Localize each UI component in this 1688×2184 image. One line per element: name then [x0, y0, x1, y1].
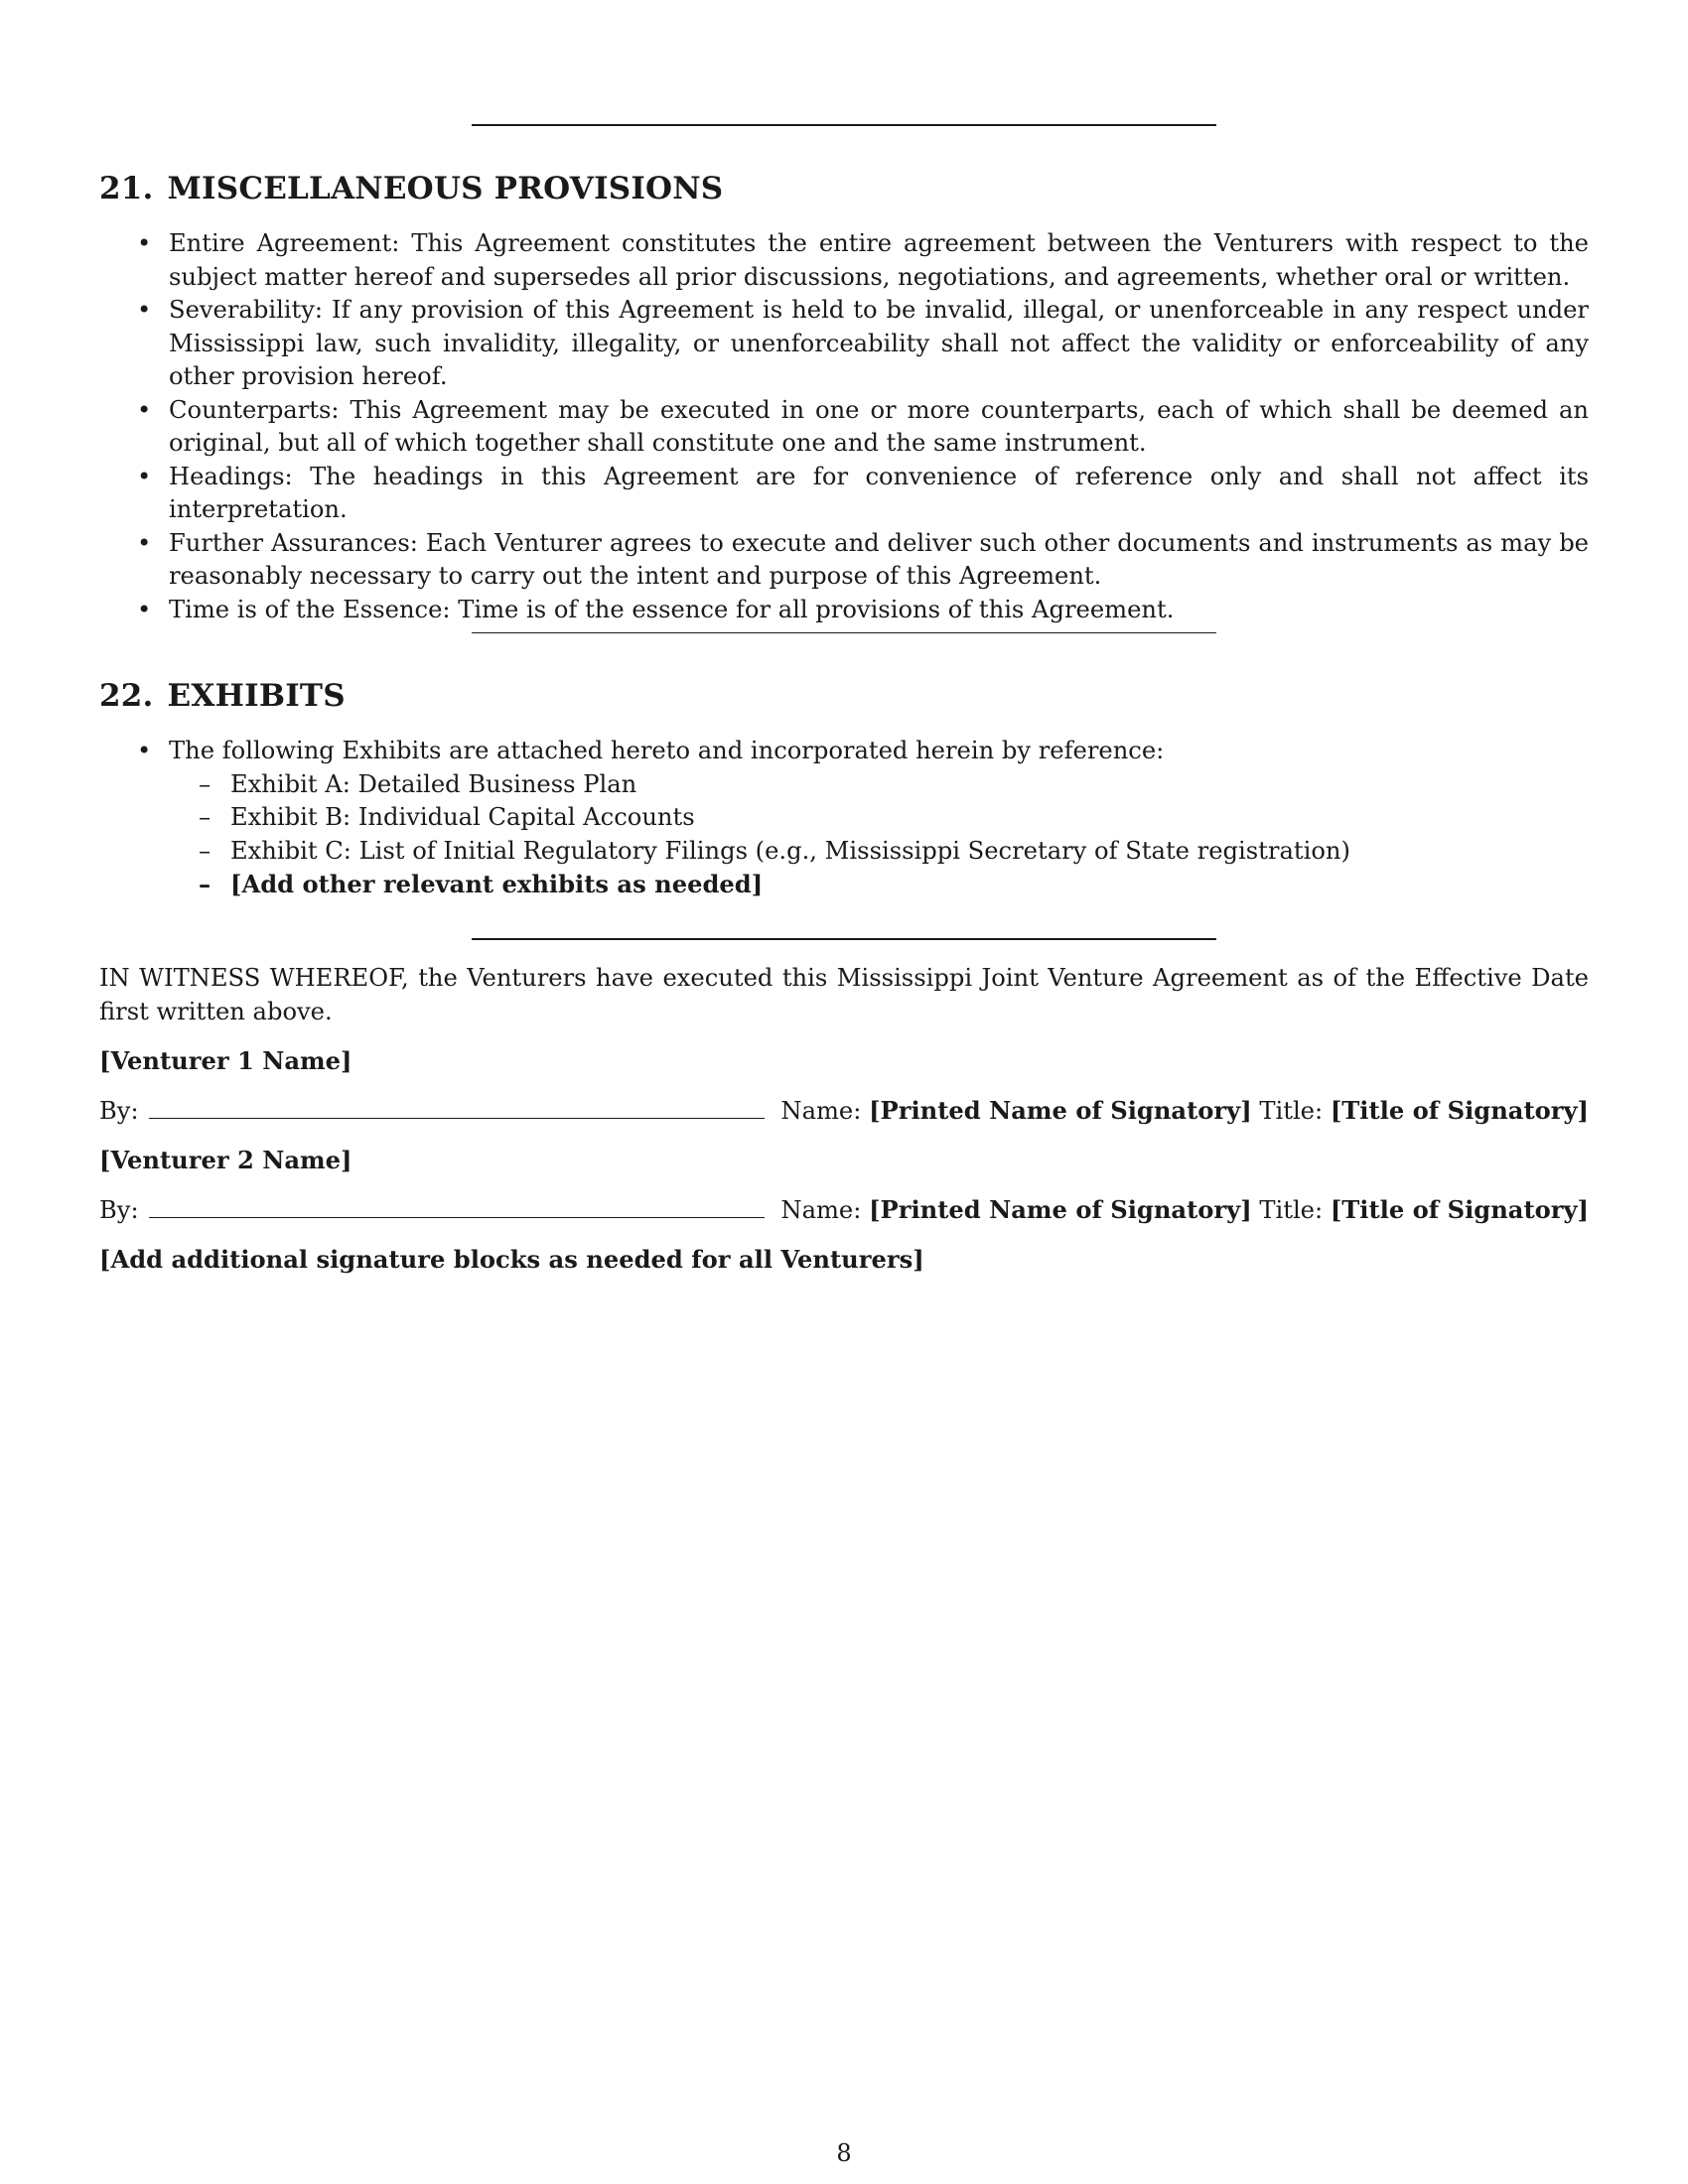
exhibit-item: – Exhibit A: Detailed Business Plan [169, 768, 1589, 802]
section-title: MISCELLANEOUS PROVISIONS [167, 171, 724, 206]
name-label: Name: [780, 1196, 862, 1224]
list-item: • Counterparts: This Agreement may be executed in one or more counterparts, each of which shall be deemed an original, but all of which together shall constitute one and the same instrument. [99, 394, 1589, 461]
name-title-fields [780, 1193, 1589, 1228]
signatory-title: [Title of Signatory] [1330, 1195, 1589, 1224]
by-label: By: [99, 1097, 139, 1125]
title-label: Title: [1259, 1097, 1324, 1125]
signature-blank[interactable] [149, 1197, 765, 1218]
exhibit-sublist [169, 768, 1589, 901]
venturer-1-name: [Venturer 1 Name] [99, 1046, 352, 1075]
exhibit-item: – Exhibit B: Individual Capital Accounts [169, 801, 1589, 835]
by-field [99, 1194, 771, 1228]
witness-paragraph: IN WITNESS WHEREOF, the Venturers have executed this Mississippi Joint Venture Agreement as of the Effective Date first written above. [99, 964, 1589, 1025]
signatory-title: [Title of Signatory] [1330, 1096, 1589, 1125]
exhibit-item: – Exhibit C: List of Initial Regulatory Filings (e.g., Mississippi Secretary of State registration) [169, 835, 1589, 869]
list-item: • Severability: If any provision of this Agreement is held to be invalid, illegal, or unenforceable in any respect under Mississippi law, such invalidity, illegality, or unenforceability shall not affect the validity or enforceability of any other provision hereof. [99, 294, 1589, 394]
list-item: • Entire Agreement: This Agreement constitutes the entire agreement between the Venturers with respect to the subject matter hereof and supersedes all prior discussions, negotiations, and agreements, whether oral or written. [99, 227, 1589, 294]
by-field [99, 1095, 771, 1129]
printed-name: [Printed Name of Signatory] [869, 1096, 1252, 1125]
by-label: By: [99, 1196, 139, 1224]
signature-line-1 [99, 1094, 1589, 1129]
name-label: Name: [780, 1097, 862, 1125]
venturer-2-name: [Venturer 2 Name] [99, 1146, 352, 1174]
exhibits-list [99, 735, 1589, 901]
title-label: Title: [1259, 1196, 1324, 1224]
exhibit-placeholder: – [Add other relevant exhibits as needed] [169, 868, 1589, 901]
section-number: 21. [99, 171, 154, 206]
list-item: • Headings: The headings in this Agreement are for convenience of reference only and shall not affect its interpretation. [99, 461, 1589, 527]
section-number: 22. [99, 678, 154, 714]
signature-blank[interactable] [149, 1098, 765, 1119]
list-item [99, 735, 1589, 901]
list-item: • Time is of the Essence: Time is of the essence for all provisions of this Agreement. [99, 594, 1589, 627]
section-heading-22 [99, 678, 346, 714]
section-divider [472, 632, 1216, 633]
printed-name: [Printed Name of Signatory] [869, 1195, 1252, 1224]
section-title: EXHIBITS [167, 678, 346, 714]
provisions-list [99, 227, 1589, 626]
additional-signature-note: [Add additional signature blocks as needed for all Venturers] [99, 1245, 924, 1274]
page-number: 8 [836, 2139, 852, 2167]
section-heading-21 [99, 171, 723, 206]
exhibits-intro: The following Exhibits are attached hereto and incorporated herein by reference: [169, 737, 1165, 764]
list-item: • Further Assurances: Each Venturer agrees to execute and deliver such other documents and instruments as may be reasonably necessary to carry out the intent and purpose of this Agreement. [99, 527, 1589, 594]
name-title-fields [780, 1094, 1589, 1129]
section-divider [472, 938, 1216, 940]
signature-line-2 [99, 1193, 1589, 1228]
section-divider [472, 124, 1216, 126]
